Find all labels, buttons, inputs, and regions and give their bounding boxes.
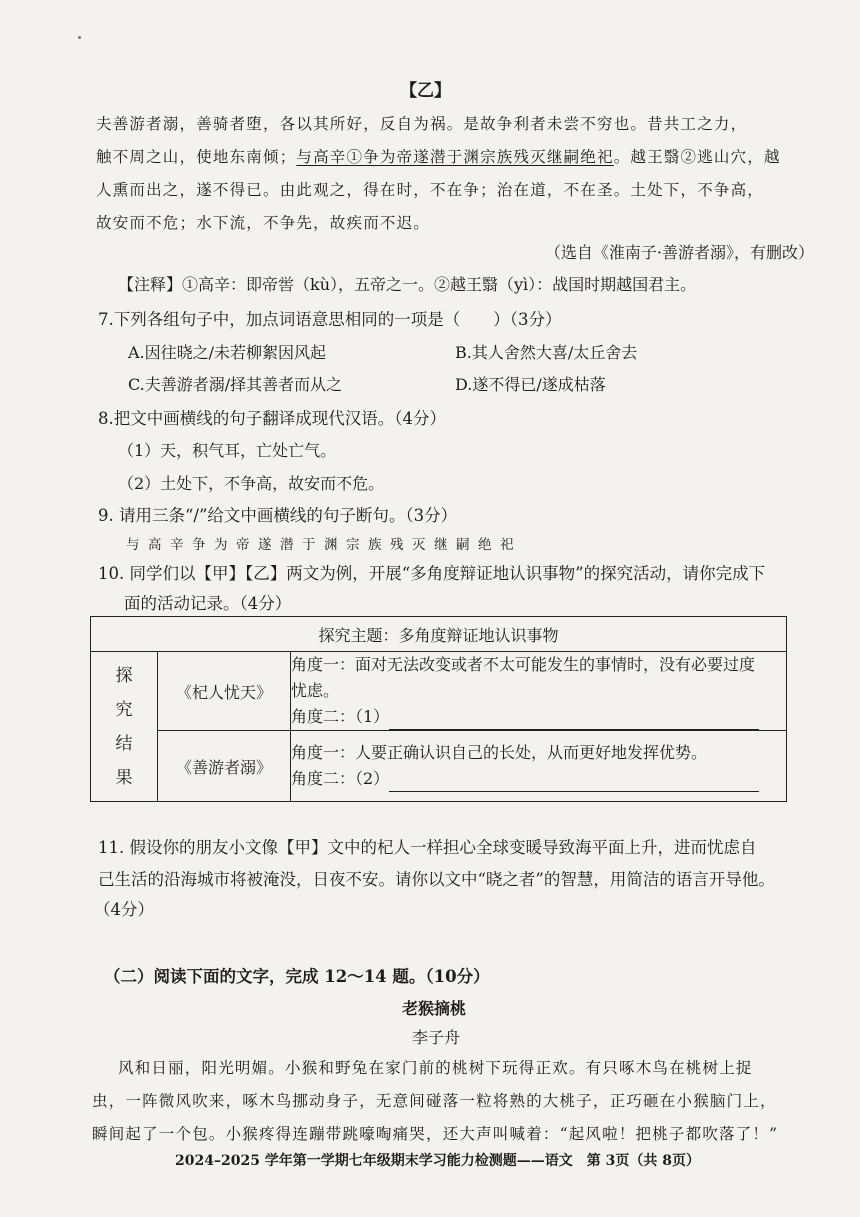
story-title: 老猴摘桃: [402, 999, 467, 1018]
q9-sentence: 与高辛争为帝遂潜于渊宗族残灭继嗣绝祀: [126, 537, 522, 553]
q9-stem: 9. 请用三条“/”给文中画横线的句子断句。（3分）: [98, 506, 458, 525]
q7-option-d: D.遂不得已/遂成枯落: [455, 375, 606, 394]
row-title-shanyou: 《善游者溺》: [158, 731, 291, 802]
section-yi-title: 【乙】: [400, 81, 451, 101]
passage-line-4: 故安而不危；水下流，不争先，故疾而不迟。: [96, 214, 431, 232]
story-author: 李子舟: [412, 1028, 461, 1047]
q11-line-2: 己生活的沿海城市将被淹没，日夜不安。请你以文中“晓之者”的智慧，用简洁的语言开导他。: [98, 870, 775, 889]
side-label-results: 探 究 结 果: [91, 652, 158, 802]
q10-stem-line-1: 10. 同学们以【甲】【乙】两文为例，开展“多角度辩证地认识事物”的探究活动，请你完成下: [98, 564, 766, 583]
scan-speck: [78, 36, 81, 39]
story-line-2: 虫，一阵微风吹来，啄木鸟挪动身子，无意间碰落一粒将熟的大桃子，正巧砸在小猴脑门上，: [92, 1092, 777, 1110]
passage-line-2: 触不周之山，使地东南倾；与高辛①争为帝遂潜于渊宗族残灭继嗣绝祀。越王翳②逃山穴，越: [96, 148, 781, 166]
story-line-3: 瞬间起了一个包。小猴疼得连蹦带跳嚎啕痛哭，还大声叫喊着：“起风啦！把桃子都吹落了！”: [92, 1125, 779, 1143]
passage-note: 【注释】①高辛：即帝喾（kù），五帝之一。②越王翳（yì）：战国时期越国君主。: [118, 275, 697, 294]
q10-stem-line-2: 面的活动记录。（4分）: [124, 594, 292, 613]
answer-blank-2[interactable]: [389, 775, 759, 792]
passage-source: （选自《淮南子·善游者溺》，有删改）: [544, 243, 814, 262]
underlined-sentence: 与高辛①争为帝遂潜于渊宗族残灭继嗣绝祀: [296, 148, 614, 166]
q8-stem: 8.把文中画横线的句子翻译成现代汉语。（4分）: [98, 409, 446, 428]
passage-line-1: 夫善游者溺，善骑者堕，各以其所好，反自为祸。是故争利者未尝不穷也。昔共工之力，: [96, 115, 748, 133]
q8-sentence-2: （2）土处下，不争高，故安而不危。: [118, 474, 385, 493]
row-content-qiren: 角度一：面对无法改变或者不太可能发生的事情时，没有必要过度 忧虑。 角度二：（1）: [291, 652, 787, 731]
table-theme: 探究主题：多角度辩证地认识事物: [91, 617, 787, 652]
q11-line-1: 11. 假设你的朋友小文像【甲】文中的杞人一样担心全球变暖导致海平面上升，进而忧虑自: [98, 838, 757, 857]
q7-option-c: C.夫善游者溺/择其善者而从之: [128, 375, 343, 394]
row-content-shanyou: 角度一：人要正确认识自己的长处，从而更好地发挥优势。 角度二：（2）: [291, 731, 787, 802]
q11-line-3: （4分）: [94, 900, 154, 919]
page-footer: 2024–2025 学年第一学期七年级期末学习能力检测题——语文 第 3页（共 8页）: [175, 1153, 701, 1169]
part2-heading: （二）阅读下面的文字，完成 12～14 题。（10分）: [104, 967, 490, 986]
row-title-qiren: 《杞人忧天》: [158, 652, 291, 731]
q7-stem: 7.下列各组句子中，加点词语意思相同的一项是（ ）（3分）: [98, 310, 562, 329]
answer-blank-1[interactable]: [389, 713, 759, 730]
q8-sentence-1: （1）天，积气耳，亡处亡气。: [118, 441, 337, 460]
q7-option-a: A.因往晓之/未若柳絮因风起: [128, 343, 327, 362]
q7-option-b: B.其人舍然大喜/太丘舍去: [455, 343, 638, 362]
story-line-1: 风和日丽，阳光明媚。小猴和野兔在家门前的桃树下玩得正欢。有只啄木鸟在桃树上捉: [118, 1059, 753, 1077]
activity-record-table: [90, 616, 787, 802]
passage-line-3: 人熏而出之，遂不得已。由此观之，得在时，不在争；治在道，不在圣。土处下，不争高，: [96, 181, 765, 199]
